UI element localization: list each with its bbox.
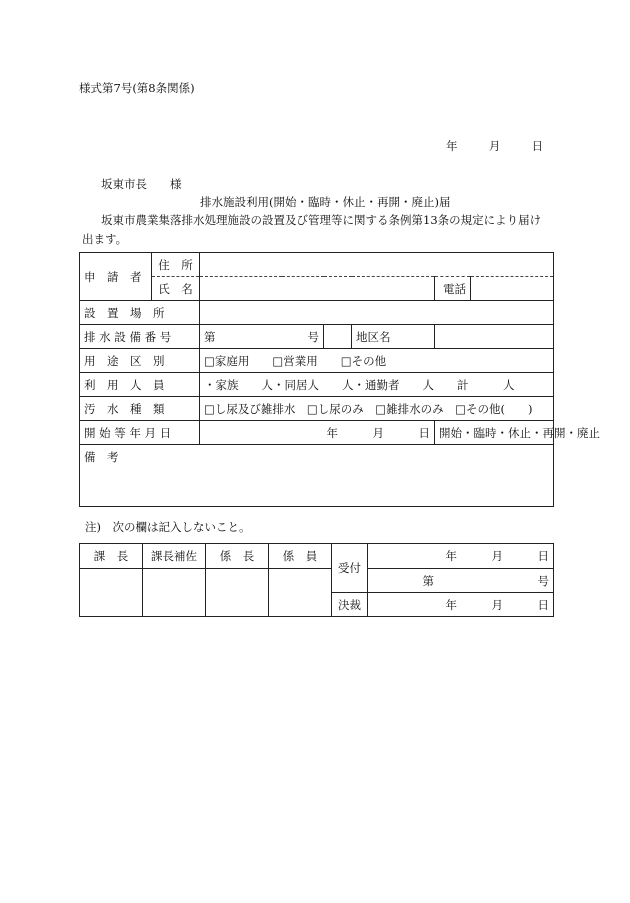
address-field[interactable] bbox=[200, 253, 554, 277]
sewage-type-label: 汚 水 種 類 bbox=[80, 397, 200, 421]
date-month: 月 bbox=[488, 139, 501, 153]
phone-label: 電話 bbox=[435, 277, 471, 301]
intro-line-1: 坂東市農業集落排水処理施設の設置及び管理等に関する条例第13条の規定により届け bbox=[101, 213, 542, 227]
remarks-field[interactable] bbox=[80, 445, 554, 507]
remarks-label: 備 考 bbox=[84, 450, 119, 464]
received-label: 受付 bbox=[332, 544, 368, 593]
chief-label: 課 長 bbox=[80, 544, 143, 569]
start-date-label: 開 始 等 年 月 日 bbox=[80, 421, 200, 445]
phone-field[interactable] bbox=[471, 277, 554, 301]
sewage-type-options[interactable]: □し尿及び雑排水 □し尿のみ □雑排水のみ □その他( ) bbox=[200, 397, 554, 421]
date-day: 日 bbox=[531, 139, 544, 153]
note: 注) 次の欄は記入しないこと。 bbox=[85, 520, 251, 534]
name-field[interactable] bbox=[200, 277, 435, 301]
date-line bbox=[446, 138, 543, 154]
deputy-stamp[interactable] bbox=[143, 569, 206, 617]
facility-number-field[interactable] bbox=[200, 325, 324, 349]
location-field[interactable] bbox=[200, 301, 554, 325]
users-field[interactable]: ・家族 人・同居人 人・通勤者 人 計 人 bbox=[200, 373, 554, 397]
staff-label: 係 員 bbox=[269, 544, 332, 569]
start-type-options[interactable]: 開始・臨時・休止・再開・廃止 bbox=[435, 421, 554, 445]
date-year: 年 bbox=[446, 139, 458, 153]
staff-stamp[interactable] bbox=[269, 569, 332, 617]
received-date[interactable]: 年 月 日 bbox=[368, 544, 554, 569]
usage-label: 用 途 区 別 bbox=[80, 349, 200, 373]
document-title: 排水施設利用(開始・臨時・休止・再開・廃止)届 bbox=[200, 195, 451, 209]
district-label: 地区名 bbox=[352, 325, 435, 349]
address-label: 住 所 bbox=[152, 253, 200, 277]
decision-date[interactable]: 年 月 日 bbox=[368, 593, 554, 617]
start-date-field[interactable]: 年 月 日 bbox=[200, 421, 435, 445]
chief-stamp[interactable] bbox=[80, 569, 143, 617]
deputy-label: 課長補佐 bbox=[143, 544, 206, 569]
facility-number-label: 排 水 設 備 番 号 bbox=[80, 325, 200, 349]
section-chief-stamp[interactable] bbox=[206, 569, 269, 617]
decision-label: 決裁 bbox=[332, 593, 368, 617]
form-number: 様式第7号(第8条関係) bbox=[79, 81, 195, 95]
application-table bbox=[79, 252, 600, 507]
addressee: 坂東市長 様 bbox=[101, 177, 182, 191]
office-use-table bbox=[79, 543, 554, 617]
number-prefix: 第 bbox=[204, 329, 216, 344]
number-suffix: 号 bbox=[307, 329, 319, 344]
usage-options[interactable]: □家庭用 □営業用 □その他 bbox=[200, 349, 554, 373]
location-label: 設 置 場 所 bbox=[80, 301, 200, 325]
district-field[interactable] bbox=[435, 325, 554, 349]
users-label: 利 用 人 員 bbox=[80, 373, 200, 397]
section-chief-label: 係 長 bbox=[206, 544, 269, 569]
name-label: 氏 名 bbox=[152, 277, 200, 301]
applicant-label: 申 請 者 bbox=[80, 253, 152, 301]
intro-line-2: 出ます。 bbox=[82, 232, 128, 246]
received-number[interactable]: 第 号 bbox=[368, 569, 554, 593]
